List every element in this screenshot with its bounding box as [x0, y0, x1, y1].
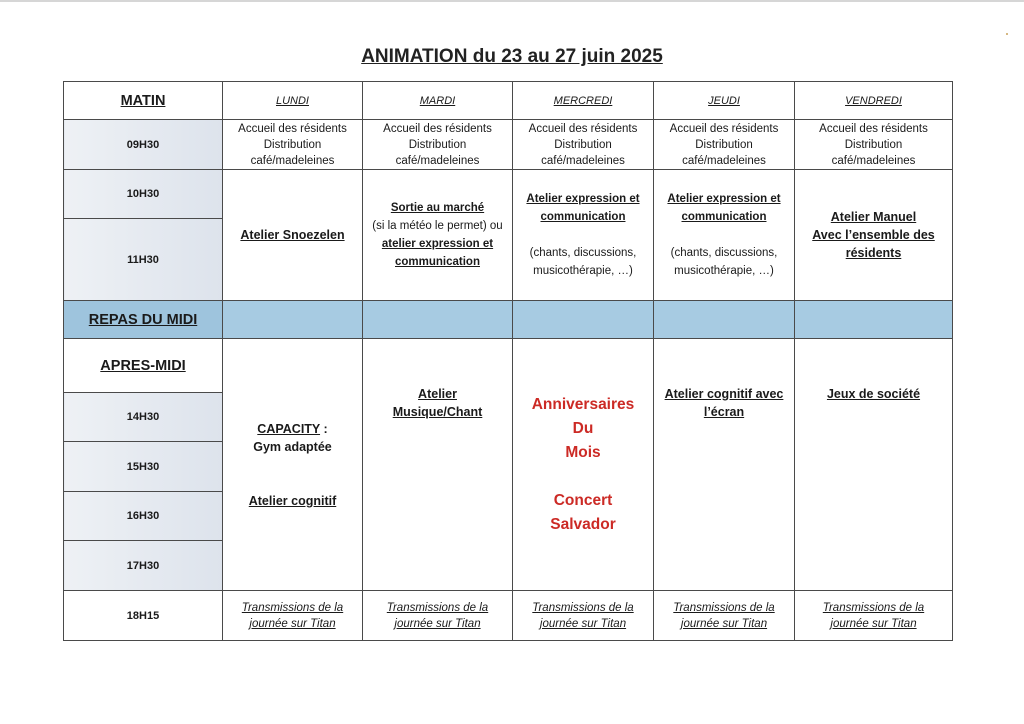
transmission-line: Transmissions de la	[532, 601, 634, 614]
activity-label: Mois	[565, 443, 601, 461]
welcome-line: Accueil des résidents	[383, 122, 492, 135]
activity-label: Atelier	[418, 386, 457, 401]
time-1430: 14H30	[64, 393, 223, 442]
row-0930	[64, 120, 953, 170]
activity-detail: (chants, discussions, musicothérapie, …)	[670, 247, 778, 277]
welcome-line: Accueil des résidents	[238, 122, 347, 135]
activity-mercredi-matin	[513, 170, 654, 301]
schedule-table	[63, 81, 953, 641]
activity-label: Anniversaires	[531, 395, 635, 413]
welcome-cell-lundi	[223, 120, 363, 170]
transmission-line: Transmissions de la	[673, 601, 775, 614]
activity-label: Atelier expression et communication	[526, 193, 640, 223]
transmission-line: journée sur Titan	[249, 617, 336, 630]
transmission-cell-mardi	[363, 591, 513, 641]
activity-detail: (si la météo le permet) ou	[372, 220, 503, 232]
time-1630: 16H30	[64, 492, 223, 541]
activity-vendredi-matin	[795, 170, 953, 301]
time-0930: 09H30	[64, 120, 223, 170]
activity-label: Du	[572, 419, 594, 437]
activity-detail: (chants, discussions, musicothérapie, …)	[529, 247, 637, 277]
repas-cell	[223, 301, 363, 339]
welcome-line: Distribution	[263, 138, 322, 151]
transmission-line: journée sur Titan	[394, 617, 481, 630]
activity-mardi-aprem	[363, 339, 513, 591]
activity-label: Atelier expression et communication	[667, 193, 781, 223]
transmission-line: Transmissions de la	[241, 601, 344, 614]
transmission-line: journée sur Titan	[680, 617, 768, 630]
transmission-cell-jeudi	[654, 591, 795, 641]
activity-vendredi-aprem	[795, 339, 953, 591]
day-header-mardi: MARDI	[363, 82, 513, 120]
activity-jeudi-matin	[654, 170, 795, 301]
activity-colon: :	[320, 421, 328, 436]
activity-lundi-matin	[223, 170, 363, 301]
section-matin: MATIN	[64, 82, 223, 120]
row-1815	[64, 591, 953, 641]
day-header-lundi: LUNDI	[223, 82, 363, 120]
repas-cell	[795, 301, 953, 339]
repas-cell	[654, 301, 795, 339]
repas-cell	[513, 301, 654, 339]
section-apres-midi: APRES-MIDI	[64, 339, 223, 393]
header-row	[64, 82, 953, 120]
activity-label: Musique/Chant	[392, 404, 483, 419]
transmission-line: Transmissions de la	[386, 601, 489, 614]
welcome-cell-jeudi	[654, 120, 795, 170]
activity-label: CAPACITY	[257, 421, 321, 436]
activity-label: Jeux de société	[826, 386, 921, 401]
activity-label: Atelier Snoezelen	[240, 228, 345, 242]
page-title: ANIMATION du 23 au 27 juin 2025	[361, 46, 663, 67]
row-apres-midi	[64, 339, 953, 393]
activity-label: Concert	[553, 491, 613, 509]
time-1130: 11H30	[64, 219, 223, 301]
welcome-line: Distribution	[844, 138, 903, 151]
welcome-line: café/madeleines	[395, 154, 480, 167]
repas-cell	[363, 301, 513, 339]
day-header-vendredi: VENDREDI	[795, 82, 953, 120]
activity-label: Salvador	[550, 515, 616, 533]
activity-label: Atelier cognitif avec l’écran	[664, 386, 784, 419]
time-1815: 18H15	[64, 591, 223, 641]
activity-label: Atelier Manuel	[830, 210, 917, 224]
transmission-line: journée sur Titan	[539, 617, 627, 630]
top-scan-rule	[0, 0, 1024, 2]
welcome-line: Accueil des résidents	[819, 122, 928, 135]
welcome-line: Distribution	[695, 138, 753, 151]
time-1530: 15H30	[64, 442, 223, 492]
welcome-cell-mercredi	[513, 120, 654, 170]
transmission-cell-vendredi	[795, 591, 953, 641]
activity-label: atelier expression et communication	[381, 238, 494, 268]
welcome-line: Distribution	[554, 138, 612, 151]
section-repas: REPAS DU MIDI	[64, 301, 223, 339]
row-1030	[64, 170, 953, 219]
welcome-line: Accueil des résidents	[669, 122, 779, 135]
welcome-line: café/madeleines	[682, 154, 766, 167]
transmission-line: Transmissions de la	[822, 601, 925, 614]
welcome-line: Accueil des résidents	[528, 122, 638, 135]
activity-mercredi-aprem	[513, 339, 654, 591]
activity-label: Atelier cognitif	[248, 493, 337, 508]
time-1030: 10H30	[64, 170, 223, 219]
transmission-cell-lundi	[223, 591, 363, 641]
row-repas	[64, 301, 953, 339]
welcome-line: café/madeleines	[541, 154, 625, 167]
welcome-line: café/madeleines	[831, 154, 916, 167]
welcome-cell-mardi	[363, 120, 513, 170]
activity-label: Gym adaptée	[253, 439, 332, 454]
transmission-cell-mercredi	[513, 591, 654, 641]
welcome-line: Distribution	[408, 138, 467, 151]
transmission-line: journée sur Titan	[830, 617, 917, 630]
time-1730: 17H30	[64, 541, 223, 591]
activity-label: Sortie au marché	[390, 202, 485, 214]
activity-jeudi-aprem	[654, 339, 795, 591]
day-header-jeudi: JEUDI	[654, 82, 795, 120]
day-header-mercredi: MERCREDI	[513, 82, 654, 120]
activity-label: Avec l’ensemble des résidents	[812, 228, 935, 260]
activity-mardi-matin	[363, 170, 513, 301]
activity-lundi-aprem	[223, 339, 363, 591]
welcome-line: café/madeleines	[250, 154, 335, 167]
scan-speck	[1006, 33, 1008, 35]
welcome-cell-vendredi	[795, 120, 953, 170]
